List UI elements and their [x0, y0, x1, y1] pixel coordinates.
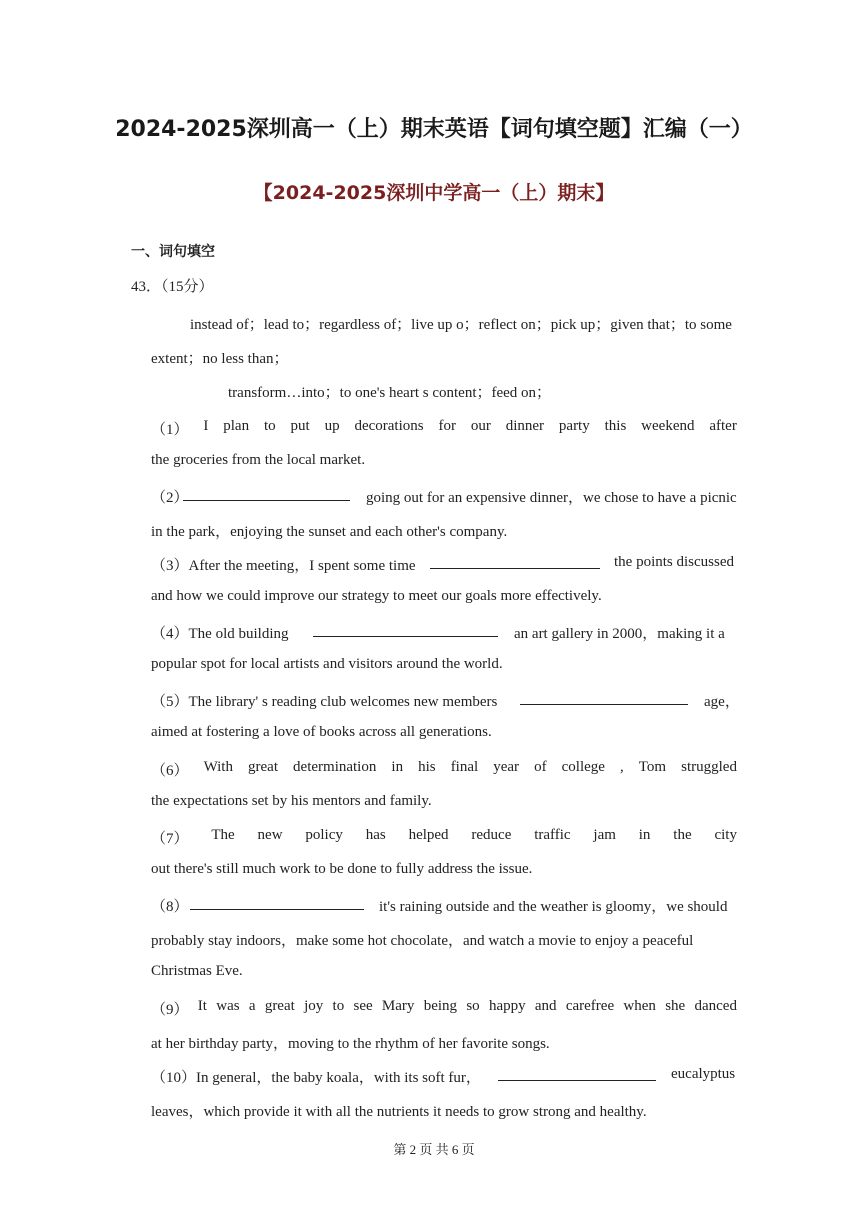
- item-word: to: [332, 998, 345, 1014]
- item-5-continuation: aimed at fostering a love of books across all generations.: [151, 724, 492, 740]
- word-bank-line-2: extent；no less than；: [151, 351, 289, 367]
- item-word: year: [493, 759, 520, 775]
- item-word: reduce: [471, 827, 512, 843]
- item-8-continuation-2: Christmas Eve.: [151, 963, 243, 979]
- item-word: carefree: [565, 998, 615, 1014]
- item-word: party: [558, 418, 590, 434]
- item-word: determination: [293, 759, 377, 775]
- item-3-blank[interactable]: [430, 554, 600, 574]
- item-word: Mary: [381, 998, 415, 1014]
- item-8-continuation: probably stay indoors，make some hot chocolate，and watch a movie to enjoy a peaceful: [151, 933, 694, 949]
- item-word: to: [263, 418, 276, 434]
- item-word: has: [365, 827, 386, 843]
- item-word: being: [423, 998, 458, 1014]
- item-word: struggled: [681, 759, 737, 775]
- item-6-line: [151, 759, 737, 780]
- word-bank-line-3: transform…into；to one's heart s content；feed on；: [228, 385, 552, 401]
- item-5-blank[interactable]: [520, 690, 688, 710]
- item-word: put: [290, 418, 310, 434]
- item-word: final: [450, 759, 479, 775]
- item-word: With: [203, 759, 233, 775]
- question-number: 43．（15分）: [131, 279, 214, 295]
- item-word: city: [714, 827, 737, 843]
- item-word: up: [324, 418, 340, 434]
- item-4-text-after: an art gallery in 2000，making it a: [514, 626, 725, 642]
- item-5-text: （5）The library' s reading club welcomes new members: [151, 694, 498, 710]
- page-footer: 第 2 页 共 6 页: [393, 1142, 475, 1157]
- item-number: （9）: [151, 1002, 189, 1018]
- item-word: decorations: [354, 418, 424, 434]
- item-word: plan: [223, 418, 250, 434]
- exam-source-title: 【2024-2025深圳中学高一（上）期末】: [253, 182, 615, 204]
- item-word: for: [438, 418, 456, 434]
- item-1-continuation: the groceries from the local market.: [151, 452, 366, 468]
- item-10-blank[interactable]: [498, 1066, 656, 1086]
- item-4-blank[interactable]: [313, 622, 498, 642]
- item-10-text-after: eucalyptus: [671, 1066, 736, 1082]
- item-word: danced: [694, 998, 737, 1014]
- item-word: Tom: [638, 759, 667, 775]
- item-8-blank[interactable]: [190, 895, 364, 915]
- item-2-blank[interactable]: [183, 486, 350, 506]
- item-word: his: [418, 759, 436, 775]
- item-word: a: [248, 998, 256, 1014]
- item-3-text-after: the points discussed: [614, 554, 734, 570]
- item-8-text: it's raining outside and the weather is gloomy，we should: [379, 899, 728, 915]
- item-word: dinner: [505, 418, 545, 434]
- item-word: and: [534, 998, 557, 1014]
- item-1-line: [151, 418, 737, 439]
- item-word: happy: [488, 998, 526, 1014]
- item-7-continuation: out there's still much work to be done to fully address the issue.: [151, 861, 533, 877]
- item-word: It: [197, 998, 207, 1014]
- item-word: was: [216, 998, 240, 1014]
- item-word: new: [257, 827, 283, 843]
- item-word: great: [248, 759, 278, 775]
- item-4-continuation: popular spot for local artists and visitors around the world.: [151, 656, 503, 672]
- word-bank-line-1: instead of；lead to；regardless of；live up o；reflect on；pick up；given that；to some: [190, 317, 732, 333]
- item-word: jam: [593, 827, 616, 843]
- item-word: college: [561, 759, 605, 775]
- item-word: after: [709, 418, 737, 434]
- item-4-text: （4）The old building: [151, 626, 289, 642]
- item-word: helped: [408, 827, 449, 843]
- item-9-line: [151, 998, 737, 1019]
- item-number: （1）: [151, 422, 189, 438]
- item-2-text: going out for an expensive dinner，we chose to have a picnic: [366, 490, 737, 506]
- item-word: she: [665, 998, 686, 1014]
- item-number: （6）: [151, 763, 189, 779]
- item-word: of: [534, 759, 547, 775]
- item-number: （7）: [151, 831, 189, 847]
- item-10-continuation: leaves，which provide it with all the nutrients it needs to grow strong and healthy.: [151, 1104, 647, 1120]
- page-title: 2024-2025深圳高一（上）期末英语【词句填空题】汇编（一）: [115, 117, 753, 142]
- item-10-text: （10）In general，the baby koala，with its soft fur，: [151, 1070, 481, 1086]
- item-7-line: [151, 827, 737, 848]
- item-word: when: [623, 998, 656, 1014]
- item-word: ,: [620, 759, 624, 775]
- item-word: see: [353, 998, 373, 1014]
- item-word: so: [466, 998, 480, 1014]
- item-word: I: [203, 418, 209, 434]
- item-word: policy: [305, 827, 343, 843]
- item-word: the: [673, 827, 692, 843]
- item-word: in: [391, 759, 404, 775]
- item-word: traffic: [534, 827, 571, 843]
- item-word: our: [470, 418, 491, 434]
- item-word: The: [211, 827, 235, 843]
- section-heading: 一、词句填空: [131, 244, 215, 260]
- item-word: great: [264, 998, 295, 1014]
- item-word: this: [604, 418, 627, 434]
- item-word: joy: [304, 998, 324, 1014]
- item-6-continuation: the expectations set by his mentors and family.: [151, 793, 432, 809]
- item-word: in: [638, 827, 651, 843]
- item-3-continuation: and how we could improve our strategy to meet our goals more effectively.: [151, 588, 602, 604]
- item-2-continuation: in the park，enjoying the sunset and each other's company.: [151, 524, 508, 540]
- item-9-continuation: at her birthday party，moving to the rhythm of her favorite songs.: [151, 1036, 550, 1052]
- item-3-text: （3）After the meeting，I spent some time: [151, 558, 416, 574]
- item-5-text-after: age，: [704, 694, 740, 710]
- item-8-number: （8）: [151, 899, 189, 915]
- item-word: weekend: [641, 418, 695, 434]
- item-2-number: （2）: [151, 490, 189, 506]
